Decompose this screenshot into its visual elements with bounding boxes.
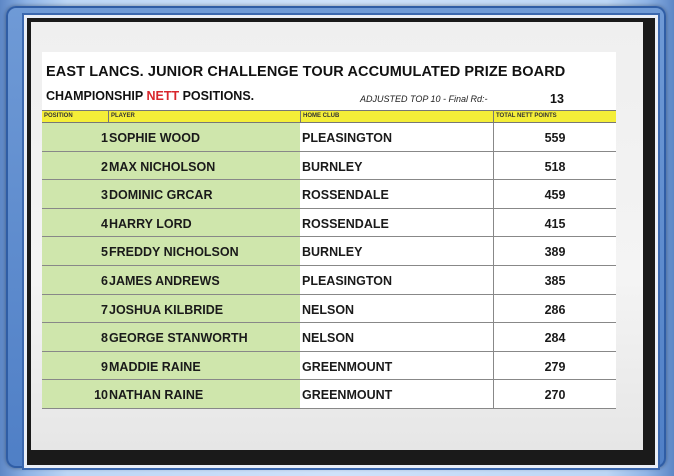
position-cell: 3: [101, 188, 108, 203]
header-player: PLAYER: [111, 113, 135, 119]
total-points-cell: 279: [544, 359, 566, 374]
home-club-cell: PLEASINGTON: [302, 131, 393, 145]
board-title: EAST LANCS. JUNIOR CHALLENGE TOUR ACCUMULATED PRIZE BOARD: [46, 64, 566, 80]
position-cell: 6: [101, 274, 108, 288]
table-row: [42, 237, 616, 266]
table-row: [42, 380, 616, 409]
prize-board-sheet: [42, 52, 616, 409]
total-points-cell: 284: [544, 331, 566, 346]
subtitle-prefix: CHAMPIONSHIP: [46, 89, 147, 103]
player-name-cell: FREDDY NICHOLSON: [109, 245, 239, 260]
subtitle-nett-highlight: NETT: [146, 89, 180, 103]
total-points-cell: 385: [544, 274, 566, 288]
position-cell: 1: [101, 131, 108, 145]
table-row: [42, 180, 616, 209]
position-cell: 2: [101, 159, 108, 174]
position-cell: 10: [94, 388, 108, 403]
home-club-cell: ROSSENDALE: [302, 188, 389, 203]
player-name-cell: JOSHUA KILBRIDE: [109, 302, 224, 317]
total-points-cell: 286: [544, 302, 566, 317]
player-name-cell: GEORGE STANWORTH: [109, 331, 248, 346]
header-total-points: TOTAL NETT POINTS: [496, 113, 557, 119]
home-club-cell: BURNLEY: [302, 159, 363, 174]
table-header: [42, 110, 616, 123]
player-name-cell: NATHAN RAINE: [109, 388, 204, 403]
table-row: [42, 266, 616, 295]
table-row: [42, 295, 616, 324]
header-position: POSITION: [44, 113, 73, 119]
table-row: [42, 123, 616, 152]
home-club-cell: ROSSENDALE: [302, 216, 389, 231]
total-points-cell: 518: [544, 159, 566, 174]
total-points-cell: 415: [544, 216, 566, 231]
home-club-cell: GREENMOUNT: [302, 388, 393, 403]
home-club-cell: PLEASINGTON: [302, 274, 393, 288]
final-round-number: 13: [550, 92, 564, 106]
position-cell: 7: [101, 302, 108, 317]
table-row: [42, 152, 616, 181]
position-cell: 4: [101, 216, 108, 231]
player-name-cell: HARRY LORD: [109, 216, 192, 231]
player-name-cell: MAX NICHOLSON: [109, 159, 216, 174]
home-club-cell: NELSON: [302, 331, 355, 346]
subtitle-suffix: POSITIONS.: [179, 89, 255, 103]
player-name-cell: JAMES ANDREWS: [109, 274, 220, 288]
table-row: [42, 209, 616, 238]
table-row: [42, 323, 616, 352]
home-club-cell: NELSON: [302, 302, 355, 317]
player-name-cell: SOPHIE WOOD: [109, 131, 200, 145]
player-name-cell: MADDIE RAINE: [109, 359, 201, 374]
table-row: [42, 352, 616, 381]
player-name-cell: DOMINIC GRCAR: [109, 188, 213, 203]
position-cell: 5: [101, 245, 108, 260]
position-cell: 9: [101, 359, 108, 374]
adjusted-label: ADJUSTED TOP 10 - Final Rd:-: [360, 94, 488, 104]
paper-background: [31, 22, 643, 450]
total-points-cell: 389: [544, 245, 566, 260]
board-subtitle: [46, 89, 254, 103]
total-points-cell: 459: [544, 188, 566, 203]
total-points-cell: 559: [544, 131, 566, 145]
home-club-cell: BURNLEY: [302, 245, 363, 260]
total-points-cell: 270: [544, 388, 566, 403]
header-home-club: HOME CLUB: [303, 113, 340, 119]
position-cell: 8: [101, 331, 108, 346]
standings-table: [42, 123, 616, 409]
home-club-cell: GREENMOUNT: [302, 359, 393, 374]
